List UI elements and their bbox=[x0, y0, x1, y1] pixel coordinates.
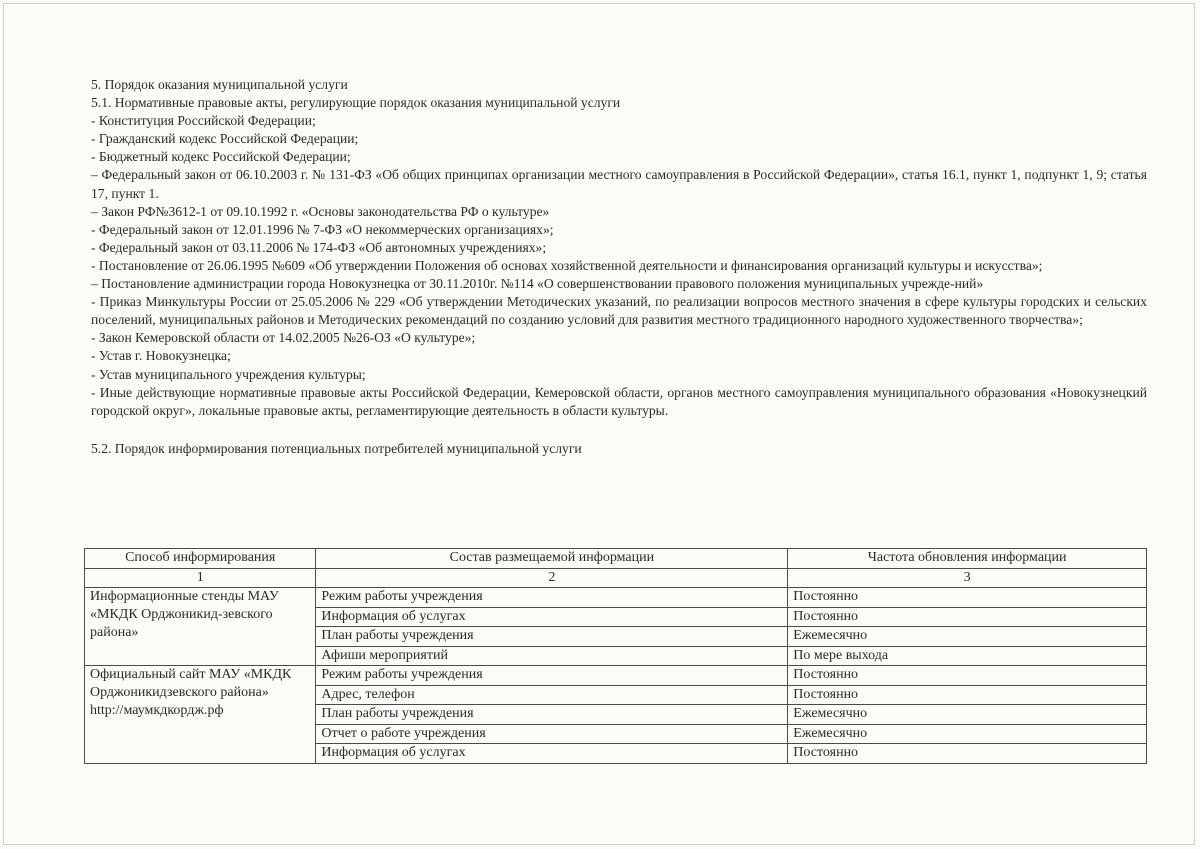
act-item: – Закон РФ№3612-1 от 09.10.1992 г. «Основы законодательства РФ о культуре» bbox=[91, 203, 550, 219]
act-item: - Иные действующие нормативные правовые акты Российской Федерации, Кемеровской области, органов местного самоуправления муниципального образования «Новокузнецкий городской округ», локальные правовые акты, регламентирующие деятельность в области культуры. bbox=[91, 384, 1147, 418]
act-item: – Постановление администрации города Новокузнецка от 30.11.2010г. №114 «О совершенствовании правового положения муниципальных учрежде-ний» bbox=[91, 276, 984, 292]
document-body bbox=[91, 76, 1147, 458]
column-number: 3 bbox=[788, 568, 1147, 588]
section-title: 5. Порядок оказания муниципальной услуги bbox=[91, 77, 348, 92]
frequency-cell: Постоянно bbox=[788, 607, 1147, 627]
column-number: 2 bbox=[316, 568, 788, 588]
act-item: - Федеральный закон от 03.11.2006 № 174-ФЗ «Об автономных учреждениях»; bbox=[91, 239, 547, 255]
column-number-row bbox=[85, 568, 1147, 588]
info-cell: План работы учреждения bbox=[316, 627, 788, 647]
act-item: - Федеральный закон от 12.01.1996 № 7-ФЗ «О некоммерческих организациях»; bbox=[91, 221, 554, 237]
frequency-cell: Постоянно bbox=[788, 666, 1147, 686]
info-cell: Режим работы учреждения bbox=[316, 588, 788, 608]
information-table bbox=[84, 548, 1147, 764]
table-row bbox=[85, 588, 1147, 608]
method-text: Официальный сайт МАУ «МКДК Орджоникидзевского района» bbox=[90, 667, 292, 700]
act-item: - Устав муниципального учреждения культуры; bbox=[91, 366, 366, 382]
table-row bbox=[85, 666, 1147, 686]
column-header: Частота обновления информации bbox=[788, 549, 1147, 569]
act-item: - Приказ Минкультуры России от 25.05.2006 № 229 «Об утверждении Методических указаний, по реализации вопросов местного значения в сфере культуры городских и сельских поселений, муниципальных районов и Методических рекомендаций по созданию условий для развития местного традиционного народного художественного творчества»; bbox=[91, 294, 1147, 328]
column-header: Способ информирования bbox=[85, 549, 316, 569]
frequency-cell: Ежемесячно bbox=[788, 724, 1147, 744]
method-text: Информационные стенды МАУ «МКДК Орджоникид-зевского района» bbox=[90, 589, 279, 640]
info-cell: Афиши мероприятий bbox=[316, 646, 788, 666]
info-cell: Адрес, телефон bbox=[316, 685, 788, 705]
info-cell: Отчет о работе учреждения bbox=[316, 724, 788, 744]
column-number: 1 bbox=[85, 568, 316, 588]
act-item: - Постановление от 26.06.1995 №609 «Об утверждении Положения об основах хозяйственной деятельности и финансирования организаций культуры и искусства»; bbox=[91, 257, 1043, 273]
frequency-cell: Ежемесячно bbox=[788, 627, 1147, 647]
info-cell: Информация об услугах bbox=[316, 607, 788, 627]
frequency-cell: По мере выхода bbox=[788, 646, 1147, 666]
subsection-title: 5.2. Порядок информирования потенциальных потребителей муниципальной услуги bbox=[91, 440, 582, 456]
frequency-cell: Постоянно bbox=[788, 685, 1147, 705]
frequency-cell: Ежемесячно bbox=[788, 705, 1147, 725]
frequency-cell: Постоянно bbox=[788, 588, 1147, 608]
act-item: - Бюджетный кодекс Российской Федерации; bbox=[91, 149, 351, 165]
column-header: Состав размещаемой информации bbox=[316, 549, 788, 569]
info-cell: План работы учреждения bbox=[316, 705, 788, 725]
act-item: - Закон Кемеровской области от 14.02.2005 №26-ОЗ «О культуре»; bbox=[91, 330, 476, 346]
website-url[interactable]: http://маумкдкордж.рф bbox=[90, 703, 224, 718]
method-cell bbox=[85, 588, 316, 666]
info-cell: Режим работы учреждения bbox=[316, 666, 788, 686]
table-header-row bbox=[85, 549, 1147, 569]
frequency-cell: Постоянно bbox=[788, 744, 1147, 764]
act-item: - Устав г. Новокузнецка; bbox=[91, 348, 231, 364]
act-item: - Гражданский кодекс Российской Федерации; bbox=[91, 131, 359, 147]
act-item: – Федеральный закон от 06.10.2003 г. № 131-ФЗ «Об общих принципах организации местного самоуправления в Российской Федерации», статья 16.1, пункт 1, подпункт 1, 9; статья 17, пункт 1. bbox=[91, 167, 1147, 201]
subsection-title: 5.1. Нормативные правовые акты, регулирующие порядок оказания муниципальной услуги bbox=[91, 95, 621, 111]
method-cell bbox=[85, 666, 316, 764]
info-cell: Информация об услугах bbox=[316, 744, 788, 764]
act-item: - Конституция Российской Федерации; bbox=[91, 113, 316, 129]
